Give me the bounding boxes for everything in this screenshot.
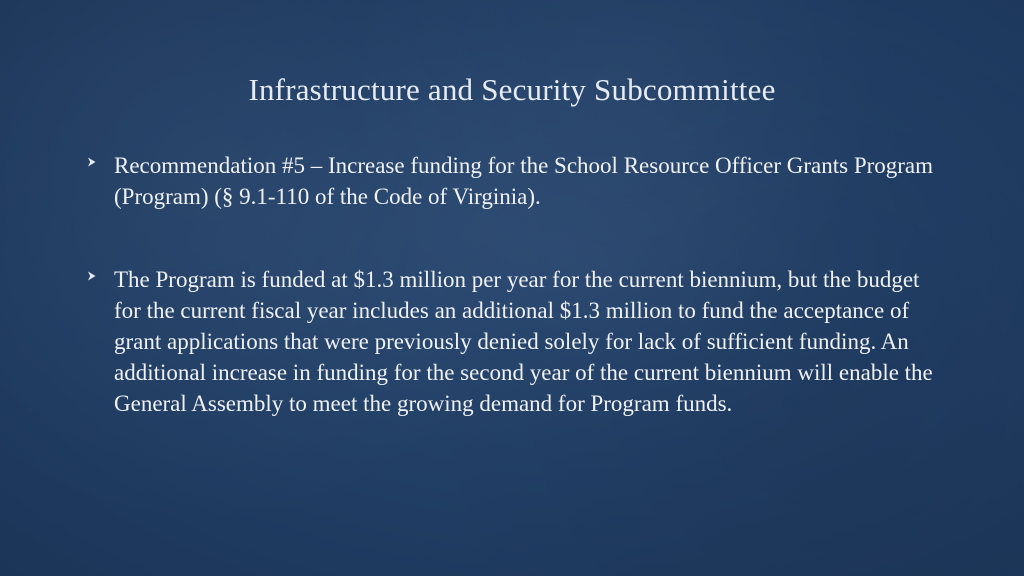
bullet-text: Recommendation #5 – Increase funding for the School Resource Officer Grants Program (Program) (§ 9.1-110 of the Code of Virginia). [114,153,934,209]
bullet-item-program-funding [86,264,946,419]
bullet-text: The Program is funded at $1.3 million per year for the current biennium, but the budget for the current fiscal year includes an additional $1.3 million to fund the acceptance of grant applications that were previously denied solely for lack of sufficient funding. An additional increase in funding for the second year of the current biennium will enable the General Assembly to meet the growing demand for Program funds. [114,267,933,416]
arrow-bullet-icon [86,270,98,282]
bullet-item-recommendation [86,150,946,212]
bullet-list [86,150,946,419]
arrow-bullet-icon [86,156,98,168]
slide-title: Infrastructure and Security Subcommittee [248,72,776,107]
